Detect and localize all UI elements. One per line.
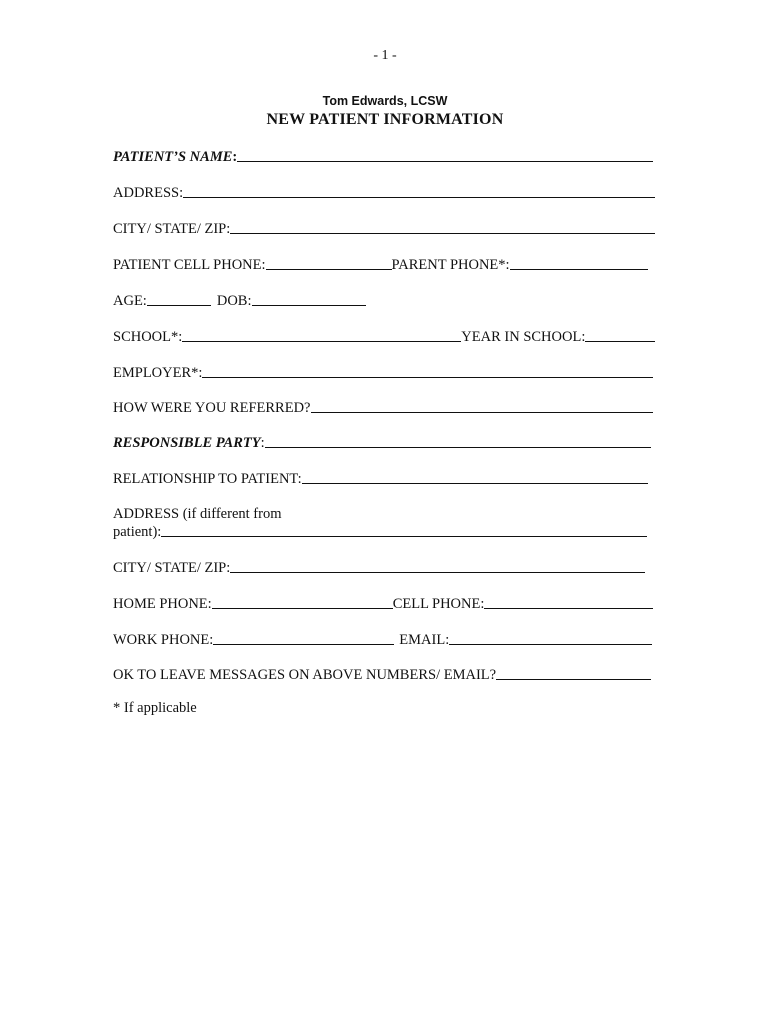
cell-phone-field[interactable] <box>484 608 653 609</box>
footnote: * If applicable <box>113 700 197 716</box>
page-number: - 1 - <box>373 48 397 63</box>
patient-name-field[interactable] <box>237 161 653 162</box>
dob-field[interactable] <box>252 305 366 306</box>
responsible-party-field[interactable] <box>265 447 651 448</box>
employer-row <box>113 362 653 382</box>
school-row <box>113 326 655 346</box>
employer-field[interactable] <box>202 377 653 378</box>
alt-address-block <box>113 505 647 541</box>
email-label: EMAIL: <box>399 632 450 648</box>
messages-field[interactable] <box>496 679 651 680</box>
phone-row <box>113 254 648 274</box>
responsible-party-row <box>113 432 651 452</box>
city-state-zip-2-label: CITY/ STATE/ ZIP: <box>113 560 231 576</box>
alt-address-label-line2: patient): <box>113 524 162 540</box>
cell-phone-label: CELL PHONE: <box>392 596 485 612</box>
relationship-field[interactable] <box>302 483 648 484</box>
relationship-label: RELATIONSHIP TO PATIENT: <box>113 471 302 487</box>
year-in-school-label: YEAR IN SCHOOL: <box>461 329 586 345</box>
patient-cell-phone-label: PATIENT CELL PHONE: <box>113 257 266 273</box>
school-field[interactable] <box>182 341 461 342</box>
city-state-zip-2-field[interactable] <box>230 572 645 573</box>
age-label: AGE: <box>113 293 147 309</box>
patient-name-row <box>113 146 653 166</box>
referral-field[interactable] <box>311 412 654 413</box>
form-title: NEW PATIENT INFORMATION <box>266 111 504 128</box>
patient-name-colon: : <box>232 149 238 165</box>
patient-cell-phone-field[interactable] <box>266 269 392 270</box>
alt-address-label-line1: ADDRESS (if different from <box>113 506 282 522</box>
home-phone-label: HOME PHONE: <box>113 596 212 612</box>
city-state-zip-row <box>113 218 655 238</box>
address-row <box>113 182 655 202</box>
year-in-school-field[interactable] <box>585 341 655 342</box>
parent-phone-label: PARENT PHONE*: <box>391 257 510 273</box>
city-state-zip-label: CITY/ STATE/ ZIP: <box>113 221 231 237</box>
age-dob-row <box>113 290 366 310</box>
home-phone-field[interactable] <box>212 608 393 609</box>
school-label: SCHOOL*: <box>113 329 183 345</box>
responsible-party-label: RESPONSIBLE PARTY <box>113 435 261 451</box>
address-label: ADDRESS: <box>113 185 184 201</box>
work-phone-field[interactable] <box>213 644 394 645</box>
responsible-party-colon: : <box>260 435 265 451</box>
referral-row <box>113 397 653 417</box>
employer-label: EMPLOYER*: <box>113 365 203 381</box>
patient-name-label: PATIENT’S NAME <box>113 149 233 165</box>
relationship-row <box>113 468 648 488</box>
city-state-zip-2-row <box>113 557 645 577</box>
alt-address-field[interactable] <box>161 536 647 537</box>
work-phone-label: WORK PHONE: <box>113 632 214 648</box>
parent-phone-field[interactable] <box>510 269 648 270</box>
email-field[interactable] <box>449 644 652 645</box>
dob-label: DOB: <box>216 293 252 309</box>
work-email-row <box>113 629 652 649</box>
address-field[interactable] <box>183 197 655 198</box>
messages-row <box>113 664 651 684</box>
city-state-zip-field[interactable] <box>230 233 655 234</box>
messages-label: OK TO LEAVE MESSAGES ON ABOVE NUMBERS/ EMAIL? <box>113 667 497 683</box>
age-field[interactable] <box>147 305 211 306</box>
home-cell-row <box>113 593 653 613</box>
practitioner-name: Tom Edwards, LCSW <box>322 94 448 108</box>
referral-label: HOW WERE YOU REFERRED? <box>113 400 311 416</box>
